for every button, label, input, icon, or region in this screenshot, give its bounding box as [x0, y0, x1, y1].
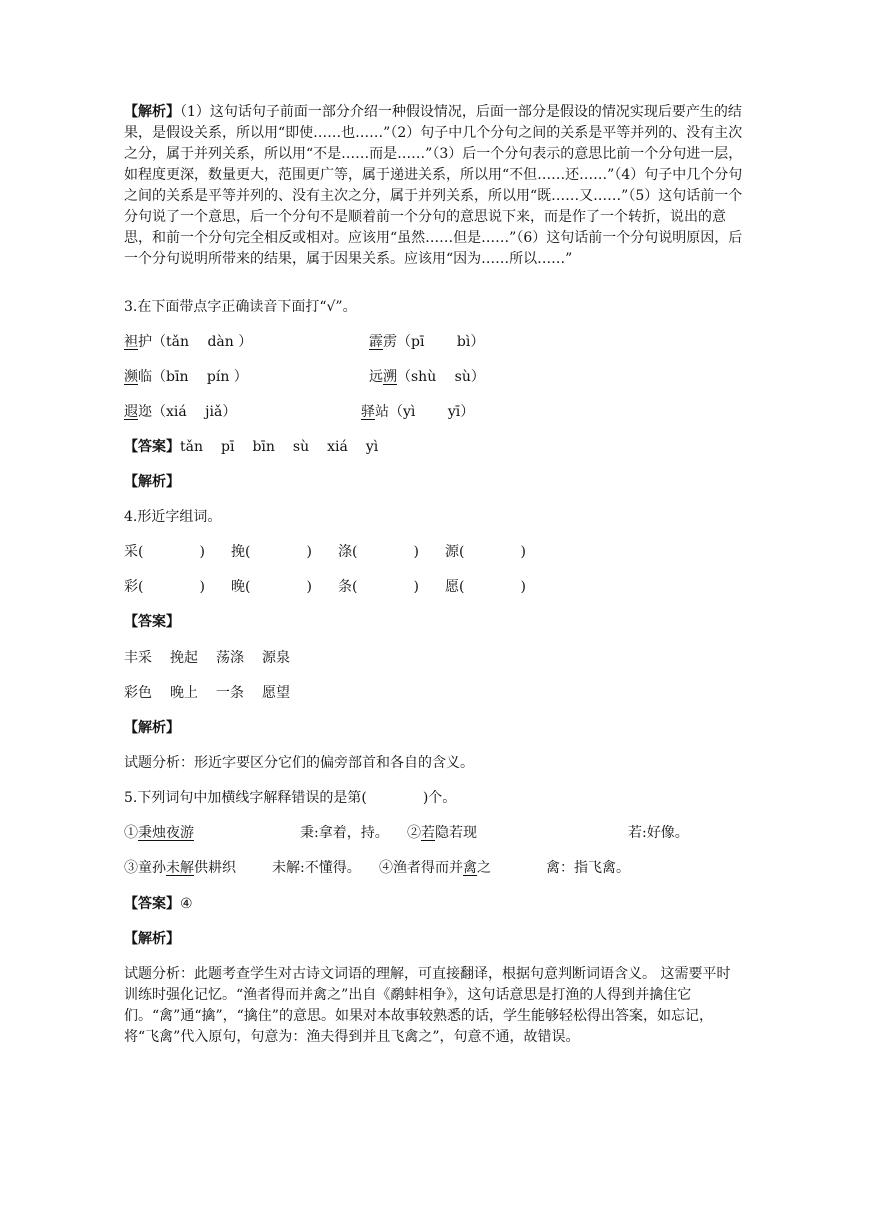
- q5-analysis-text: 试题分析：此题考查学生对古诗文词语的理解，可直接翻译，根据句意判断词语含义。 这需要平时训练时强化记忆。“渔者得而并禽之”出自《鹬蚌相争》，这句话意思是打渔的人得到并擒住它们。“禽”通“擒”，“擒住”的意思。如果对本故事较熟悉的话，学生能够轻松得出答案，如忘记，将“飞禽”代入原句，句意为：渔夫得到并且飞禽之”，句意不通，故错误。: [124, 966, 731, 1045]
- q5-row-1: ①秉烛夜游 秉:拿着，持。 ②若隐若现 若:好像。: [124, 825, 689, 841]
- analysis-text: （1）这句话句子前面一部分介绍一种假设情况，后面一部分是假设的情况实现后要产生的结果，是假设关系，所以用“即使……也……”（2）句子中几个分句之间的关系是平等并列的、没有主次之分，属于并列关系，所以用“不是……而是……”（3）后一个分句表示的意思比前一个分句进一层，如程度更深，数量更大，范围更广等，属于递进关系，所以用“不但……还……”（4）句子中几个分句之间的关系是平等并列的、没有主次之分，属于并列关系，所以用“既……又……”（5）这句话前一个分句说了一个意思，后一个分句不是顺着前一个分句的意思说下来，而是作了一个转折，说出的意思，和前一个分句完全相反或相对。应该用“虽然……但是……”（6）这句话前一个分句说明原因，后一个分句说明所带来的结果，属于因果关系。应该用“因为……所以……”: [124, 104, 743, 267]
- dotted-char: 濒: [124, 369, 138, 385]
- answer-word: 愿望: [262, 685, 290, 701]
- q5-analysis-label: 【解析】: [124, 931, 180, 947]
- q5-row-2: ③童孙未解供耕织 未解:不懂得。 ④渔者得而并禽之 禽：指飞禽。: [124, 860, 630, 876]
- answer-label: 【答案】: [124, 439, 180, 455]
- q4-answer-label: 【答案】: [124, 614, 180, 630]
- analysis-label: 【解析】: [124, 104, 180, 120]
- answer-label: 【答案】: [124, 896, 180, 912]
- answer-item: sù: [292, 439, 310, 455]
- q3-question: 3.在下面带点字正确读音下面打“√”。: [124, 299, 357, 315]
- char-blank: 彩( ): [124, 579, 205, 595]
- underlined-phrase: 若: [421, 825, 435, 841]
- dotted-char: 驿: [361, 404, 375, 420]
- underlined-phrase: 禽: [463, 860, 477, 876]
- dotted-char: 霹: [369, 334, 383, 350]
- char-blank: 源( ): [445, 544, 526, 560]
- answer-value: ④: [180, 896, 193, 912]
- q4-analysis-text: 试题分析：形近字要区分它们的偏旁部首和各自的含义。: [124, 755, 474, 771]
- dotted-char: 遐: [124, 404, 138, 420]
- q5-question: 5.下列词句中加横线字解释错误的是第( )个。: [124, 790, 457, 806]
- explanation: 禽：指飞禽。: [546, 860, 630, 876]
- answer-item: yì: [365, 439, 379, 455]
- pinyin-options: （yì yī）: [389, 404, 475, 420]
- char-blank: 条( ): [338, 579, 419, 595]
- q3-answer: [124, 437, 396, 457]
- pinyin-options: （tǎn dàn ）: [152, 334, 253, 350]
- char-blank: 挽( ): [231, 544, 312, 560]
- answer-item: xiá: [327, 439, 348, 455]
- explanation: 若:好像。: [628, 825, 689, 841]
- pinyin-options: （pī bì）: [397, 334, 485, 350]
- q4-question: 4.形近字组词。: [124, 509, 222, 525]
- pinyin-options: （bīn pín ）: [152, 369, 248, 385]
- q4-answer-row-1: [124, 648, 308, 668]
- q5-answer: [124, 894, 193, 914]
- explanation: 未解:不懂得。: [272, 860, 361, 876]
- char-blank: 晚( ): [231, 579, 312, 595]
- char-blank: 涤( ): [338, 544, 419, 560]
- answer-word: 彩色: [124, 685, 152, 701]
- answer-word: 源泉: [262, 650, 290, 666]
- dotted-char: 溯: [383, 369, 397, 385]
- underlined-phrase: 未解: [166, 860, 194, 876]
- q3-row-1: 袒护（tǎn dàn ） 霹雳（pī bì）: [124, 334, 485, 350]
- q3-row-3: 遐迩（xiá jiǎ） 驿站（yì yī）: [124, 404, 475, 420]
- pinyin-options: （shù sù）: [397, 369, 485, 385]
- answer-item: tǎn: [180, 439, 203, 455]
- q4-answer-row-2: [124, 683, 308, 703]
- q4-analysis-label: 【解析】: [124, 720, 180, 736]
- answer-word: 荡涤: [216, 650, 244, 666]
- dotted-char: 袒: [124, 334, 138, 350]
- explanation: 秉:拿着，持。: [300, 825, 389, 841]
- char-blank: 愿( ): [445, 579, 526, 595]
- q2-analysis: [124, 102, 744, 270]
- underlined-phrase: 秉烛夜游: [138, 825, 194, 841]
- answer-item: pī: [221, 439, 235, 455]
- q4-row-1: [124, 542, 564, 562]
- answer-word: 一条: [216, 685, 244, 701]
- answer-word: 晚上: [170, 685, 198, 701]
- answer-word: 丰采: [124, 650, 152, 666]
- q3-analysis-label: 【解析】: [124, 474, 180, 490]
- char-blank: 采( ): [124, 544, 205, 560]
- pinyin-options: （xiá jiǎ）: [152, 404, 237, 420]
- answer-item: bīn: [252, 439, 275, 455]
- answer-word: 挽起: [170, 650, 198, 666]
- q3-row-2: 濒临（bīn pín ） 远溯（shù sù）: [124, 369, 485, 385]
- q4-row-2: [124, 577, 564, 597]
